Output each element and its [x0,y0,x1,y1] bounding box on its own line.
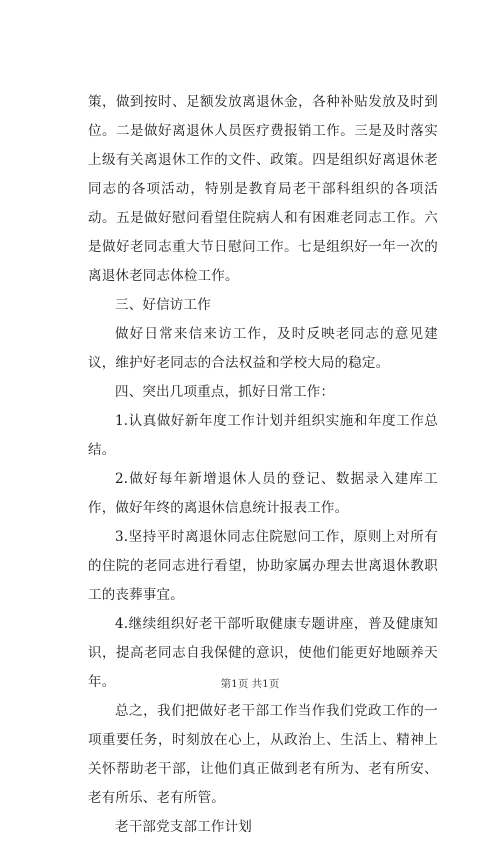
next-section-title: 老干部党支部工作计划 [115,819,252,835]
list-item-1: 1.认真做好新年度工作计划并组织实施和年度工作总结。 [88,413,438,458]
document-body [88,88,438,842]
list-item-2: 2.做好每年新增退休人员的登记、数据录入建库工作，做好年终的离退休信息统计报表工作。 [88,471,438,516]
paragraph-conclusion: 总之，我们把做好老干部工作当作我们党政工作的一项重要任务，时刻放在心上，从政治上、生活上、精神上关怀帮助老干部，让他们真正做到老有所为、老有所安、老有所乐、老有所管。 [88,703,438,806]
paragraph-petition-work: 做好日常来信来访工作，及时反映老同志的意见建议，维护好老同志的合法权益和学校大局的稳定。 [88,326,438,371]
paragraph-duties-list: 策，做到按时、足额发放离退休金，各种补贴发放及时到位。二是做好离退休人员医疗费报销工作。三是及时落实上级有关离退休工作的文件、政策。四是组织好离退休老同志的各项活动，特别是教育局老干部科组织的各项活动。五是做好慰问看望住院病人和有困难老同志工作。六是做好老同志重大节日慰问工作。七是组织好一年一次的离退休老同志体检工作。 [88,94,438,284]
heading-key-priorities: 四、突出几项重点，抓好日常工作： [115,384,335,400]
heading-petition-work: 三、好信访工作 [115,297,211,313]
page-footer: 第1页 共1页 [220,678,280,690]
list-item-4: 4.继续组织好老干部听取健康专题讲座，普及健康知识，提高老同志自我保健的意识，使他们能更好地颐养天年。 [88,616,438,690]
list-item-3: 3.坚持平时离退休同志住院慰问工作，原则上对所有的住院的老同志进行看望，协助家属办理去世离退休教职工的丧葬事宜。 [88,529,438,603]
